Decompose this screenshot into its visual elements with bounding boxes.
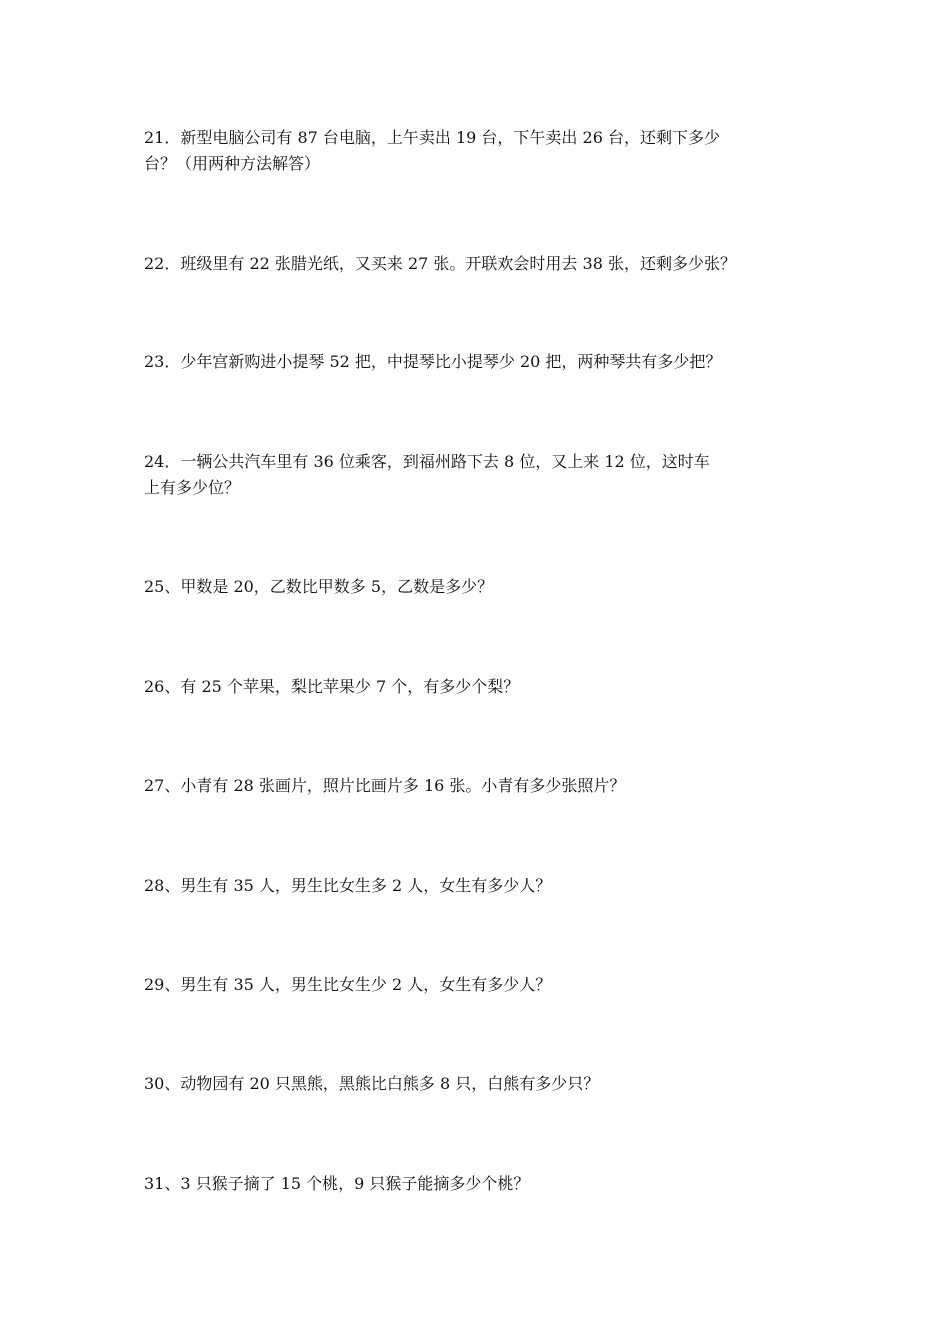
question-line: 28、男生有 35 人，男生比女生多 2 人，女生有多少人？ bbox=[144, 876, 552, 895]
question-30 bbox=[144, 1071, 812, 1097]
question-line: 26、有 25 个苹果，梨比苹果少 7 个，有多少个梨？ bbox=[144, 677, 520, 696]
question-line: 25、甲数是 20，乙数比甲数多 5，乙数是多少？ bbox=[144, 577, 494, 596]
question-21 bbox=[144, 125, 812, 177]
question-22 bbox=[144, 251, 812, 277]
question-line: 24．一辆公共汽车里有 36 位乘客，到福州路下去 8 位，又上来 12 位，这时车 bbox=[144, 452, 710, 471]
question-line: 23．少年宫新购进小提琴 52 把，中提琴比小提琴少 20 把，两种琴共有多少把？ bbox=[144, 352, 722, 371]
question-31 bbox=[144, 1171, 812, 1197]
question-23 bbox=[144, 349, 812, 375]
question-26 bbox=[144, 674, 812, 700]
question-line: 台？（用两种方法解答） bbox=[144, 154, 321, 173]
question-line: 上有多少位？ bbox=[144, 478, 241, 497]
question-line: 22．班级里有 22 张腊光纸，又买来 27 张。开联欢会时用去 38 张，还剩多少张？ bbox=[144, 254, 736, 273]
question-24 bbox=[144, 449, 812, 501]
question-line: 27、小青有 28 张画片，照片比画片多 16 张。小青有多少张照片？ bbox=[144, 776, 626, 795]
question-line: 31、3 只猴子摘了 15 个桃，9 只猴子能摘多少个桃？ bbox=[144, 1174, 530, 1193]
question-line: 21．新型电脑公司有 87 台电脑，上午卖出 19 台，下午卖出 26 台，还剩下多少 bbox=[144, 128, 720, 147]
question-27 bbox=[144, 773, 812, 799]
question-25 bbox=[144, 574, 812, 600]
question-line: 29、男生有 35 人，男生比女生少 2 人，女生有多少人？ bbox=[144, 975, 552, 994]
question-29 bbox=[144, 972, 812, 998]
question-line: 30、动物园有 20 只黑熊，黑熊比白熊多 8 只，白熊有多少只？ bbox=[144, 1074, 600, 1093]
question-28 bbox=[144, 873, 812, 899]
